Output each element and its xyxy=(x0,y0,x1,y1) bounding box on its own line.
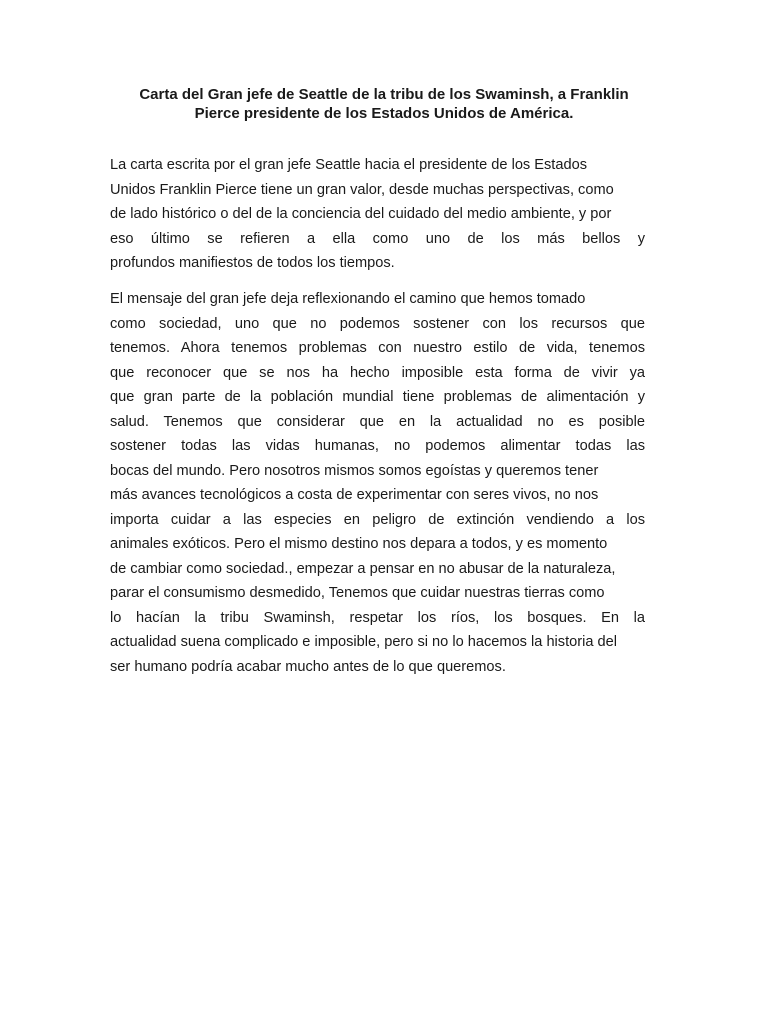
paragraph-line: actualidad suena complicado e imposible, pero si no lo hacemos la historia del xyxy=(110,634,618,650)
paragraph-line: de lado histórico o del de la conciencia del cuidado del medio ambiente, y por xyxy=(110,206,612,222)
paragraph-line: como sociedad, uno que no podemos sostener con los recursos que xyxy=(110,315,645,332)
paragraph-line: tenemos. Ahora tenemos problemas con nuestro estilo de vida, tenemos xyxy=(110,340,645,356)
paragraph-2 xyxy=(110,287,645,679)
paragraph-line: lo hacían la tribu Swaminsh, respetar los ríos, los bosques. En la xyxy=(110,609,645,626)
paragraph-line: que reconocer que se nos ha hecho imposible esta forma de vivir ya xyxy=(110,364,645,381)
paragraph-line: La carta escrita por el gran jefe Seattle hacia el presidente de los Estados xyxy=(110,157,588,173)
paragraph-line: ser humano podría acabar mucho antes de lo que queremos. xyxy=(110,658,506,675)
paragraph-line: de cambiar como sociedad., empezar a pensar en no abusar de la naturaleza, xyxy=(110,560,616,577)
paragraph-line: que gran parte de la población mundial tiene problemas de alimentación y xyxy=(110,389,645,405)
paragraph-line: sostener todas las vidas humanas, no podemos alimentar todas las xyxy=(110,438,645,454)
title-line: Pierce presidente de los Estados Unidos de América. xyxy=(194,105,574,122)
paragraph-line: Unidos Franklin Pierce tiene un gran valor, desde muchas perspectivas, como xyxy=(110,181,614,198)
paragraph-line: bocas del mundo. Pero nosotros mismos somos egoístas y queremos tener xyxy=(110,462,599,479)
paragraph-line: profundos manifiestos de todos los tiempos. xyxy=(110,255,395,271)
paragraph-line: salud. Tenemos que considerar que en la actualidad no es posible xyxy=(110,413,645,430)
title-line: Carta del Gran jefe de Seattle de la tribu de los Swaminsh, a Franklin xyxy=(139,86,629,103)
paragraph-1 xyxy=(110,153,645,276)
paragraph-line: eso último se refieren a ella como uno de los más bellos y xyxy=(110,230,645,247)
paragraph-line: parar el consumismo desmedido, Tenemos que cuidar nuestras tierras como xyxy=(110,585,605,601)
paragraph-line: importa cuidar a las especies en peligro de extinción vendiendo a los xyxy=(110,511,645,528)
paragraph-line: El mensaje del gran jefe deja reflexionando el camino que hemos tomado xyxy=(110,291,586,307)
paragraph-line: animales exóticos. Pero el mismo destino nos depara a todos, y es momento xyxy=(110,536,608,552)
document-title xyxy=(110,85,658,123)
paragraph-line: más avances tecnológicos a costa de experimentar con seres vivos, no nos xyxy=(110,487,599,503)
